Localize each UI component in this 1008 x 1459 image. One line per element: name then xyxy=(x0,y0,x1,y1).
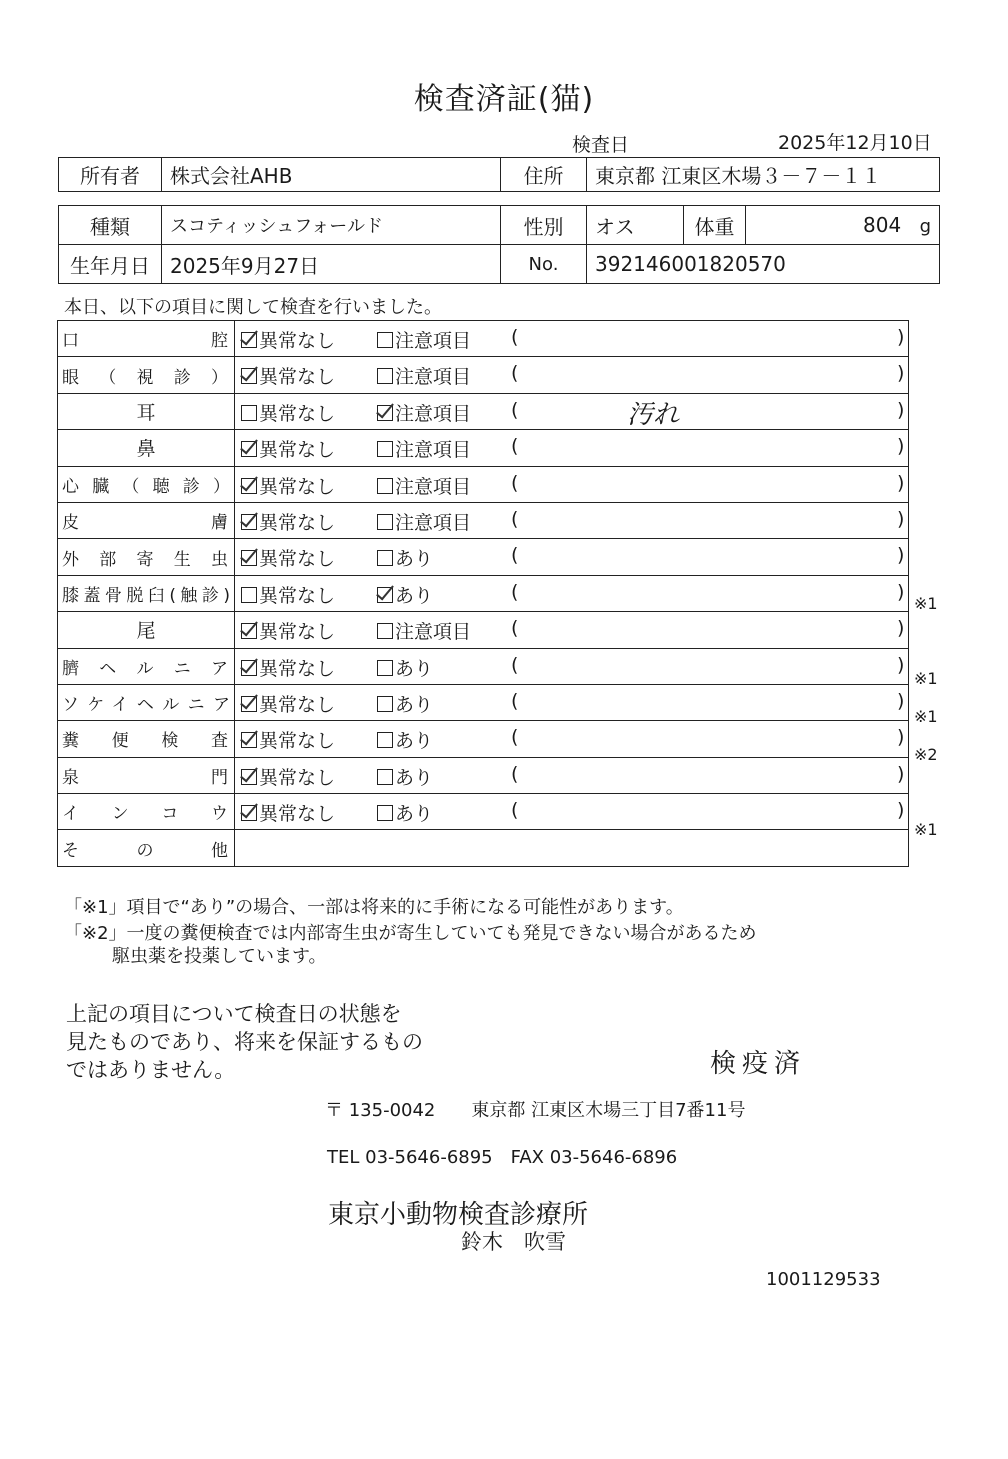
option-label: 注意項目 xyxy=(395,511,472,534)
check-item-label xyxy=(58,357,235,393)
option-label: あり xyxy=(395,584,434,607)
address-value: 東京都 江東区木場３－７－１１ xyxy=(587,158,940,192)
weight-cell xyxy=(746,206,940,245)
option-attention[interactable] xyxy=(377,326,471,353)
owner-label: 所有者 xyxy=(59,158,162,192)
check-item-name: 糞便検査 xyxy=(62,731,230,752)
check-result xyxy=(235,393,909,429)
checkbox-icon[interactable] xyxy=(241,623,257,639)
paren-open: ( xyxy=(511,507,519,530)
owner-table xyxy=(58,157,940,192)
weight-unit: g xyxy=(919,216,931,237)
option-label: 注意項目 xyxy=(395,475,472,498)
checkbox-icon[interactable] xyxy=(377,405,393,421)
option-label: あり xyxy=(395,548,434,571)
check-result xyxy=(235,466,909,502)
footnote-1: 「※1」項目で“あり”の場合、一部は将来的に手術になる可能性があります。 xyxy=(64,897,684,918)
paren-close: ) xyxy=(897,617,905,640)
clinic-phone: TEL 03-5646-6895 FAX 03-5646-6896 xyxy=(327,1147,678,1168)
check-item-label xyxy=(58,575,235,611)
check-item-label xyxy=(58,757,235,793)
checkbox-icon[interactable] xyxy=(241,660,257,676)
check-row xyxy=(58,794,909,830)
option-normal[interactable] xyxy=(241,763,335,790)
check-item-name: 臍ヘルニア xyxy=(62,658,230,679)
paren-close: ) xyxy=(897,799,905,822)
disclaimer-line: ではありません。 xyxy=(66,1058,236,1082)
option-label: 異常なし xyxy=(259,657,336,680)
option-label: 異常なし xyxy=(259,766,336,789)
paren-open: ( xyxy=(511,726,519,749)
check-row xyxy=(58,430,909,466)
option-label: 注意項目 xyxy=(395,330,472,352)
option-normal[interactable] xyxy=(241,508,335,535)
option-attention[interactable] xyxy=(377,435,471,462)
paren-open: ( xyxy=(511,435,519,458)
checkbox-icon[interactable] xyxy=(241,332,257,348)
footnote-mark: ※1 xyxy=(914,593,938,613)
option-label: あり xyxy=(395,730,434,753)
checkbox-icon[interactable] xyxy=(377,514,393,530)
check-row xyxy=(58,393,909,429)
option-attention[interactable] xyxy=(377,654,433,681)
birth-value: 2025年9月27日 xyxy=(162,245,501,284)
option-normal[interactable] xyxy=(241,726,335,753)
option-label: 異常なし xyxy=(259,366,336,389)
check-row xyxy=(58,612,909,648)
checkbox-icon[interactable] xyxy=(377,368,393,384)
option-label: 注意項目 xyxy=(395,439,472,462)
weight-label: 体重 xyxy=(684,206,746,245)
check-result xyxy=(235,648,909,684)
option-label: 異常なし xyxy=(259,584,336,607)
check-item-name: ソケイヘルニア xyxy=(62,695,230,716)
paren-close: ) xyxy=(897,580,905,603)
check-row xyxy=(58,575,909,611)
check-result xyxy=(235,575,909,611)
check-result xyxy=(235,357,909,393)
option-attention[interactable] xyxy=(377,581,433,608)
birth-label: 生年月日 xyxy=(59,245,162,284)
no-value: 392146001820570 xyxy=(587,245,940,284)
option-normal[interactable] xyxy=(241,581,335,608)
check-item-name: インコウ xyxy=(62,804,230,825)
option-attention[interactable] xyxy=(377,508,471,535)
checkbox-icon[interactable] xyxy=(377,696,393,712)
owner-value: 株式会社AHB xyxy=(162,158,501,192)
check-item-label xyxy=(58,830,235,866)
check-result xyxy=(235,684,909,720)
check-item-label xyxy=(58,612,235,648)
check-result xyxy=(235,502,909,538)
check-item-label xyxy=(58,393,235,429)
check-result xyxy=(235,321,909,357)
footnote-2: 「※2」一度の糞便検査では内部寄生虫が寄生していても発見できない場合があるため xyxy=(64,923,757,944)
checkbox-icon[interactable] xyxy=(241,805,257,821)
checkbox-icon[interactable] xyxy=(377,550,393,566)
disclaimer-line: 上記の項目について検査日の状態を xyxy=(66,1002,402,1026)
option-label: あり xyxy=(395,803,434,826)
check-result xyxy=(235,539,909,575)
footnote-mark: ※1 xyxy=(914,669,938,689)
check-item-label xyxy=(58,684,235,720)
check-item-name: 尾 xyxy=(136,620,156,643)
option-attention[interactable] xyxy=(377,399,471,426)
paren-close: ) xyxy=(897,726,905,749)
paren-close: ) xyxy=(897,507,905,530)
option-label: 異常なし xyxy=(259,730,336,753)
option-normal[interactable] xyxy=(241,435,335,462)
doctor-name: 鈴木 吹雪 xyxy=(461,1230,566,1254)
checkbox-icon[interactable] xyxy=(241,478,257,494)
paren-close: ) xyxy=(897,435,905,458)
option-attention[interactable] xyxy=(377,726,433,753)
paren-open: ( xyxy=(511,471,519,494)
paren-close: ) xyxy=(897,398,905,421)
checks-table xyxy=(57,320,909,867)
checkbox-icon[interactable] xyxy=(241,405,257,421)
option-normal[interactable] xyxy=(241,399,335,426)
option-attention[interactable] xyxy=(377,763,433,790)
check-row xyxy=(58,357,909,393)
option-normal[interactable] xyxy=(241,326,335,353)
pet-table xyxy=(58,205,940,284)
option-label: 異常なし xyxy=(259,621,336,644)
option-label: 異常なし xyxy=(259,330,336,352)
paren-open: ( xyxy=(511,544,519,567)
paren-open: ( xyxy=(511,762,519,785)
option-label: 異常なし xyxy=(259,402,336,425)
checkbox-icon[interactable] xyxy=(377,805,393,821)
paren-close: ) xyxy=(897,544,905,567)
checkbox-icon[interactable] xyxy=(241,514,257,530)
check-item-name: 心臓（聴診） xyxy=(62,476,230,497)
check-result xyxy=(235,612,909,648)
check-row xyxy=(58,721,909,757)
option-normal[interactable] xyxy=(241,617,335,644)
breed-value: スコティッシュフォールド xyxy=(162,206,501,245)
check-item-label xyxy=(58,539,235,575)
option-label: 注意項目 xyxy=(395,366,472,389)
paren-open: ( xyxy=(511,362,519,385)
checkbox-icon[interactable] xyxy=(377,732,393,748)
footnote-mark: ※1 xyxy=(914,820,938,840)
paren-open: ( xyxy=(511,398,519,421)
option-label: 異常なし xyxy=(259,803,336,826)
check-result xyxy=(235,794,909,830)
check-item-label xyxy=(58,466,235,502)
check-item-name: 口腔 xyxy=(62,331,230,352)
check-item-label xyxy=(58,430,235,466)
footnote-mark: ※1 xyxy=(914,707,938,726)
paren-close: ) xyxy=(897,326,905,348)
option-normal[interactable] xyxy=(241,654,335,681)
check-item-label xyxy=(58,321,235,357)
option-attention[interactable] xyxy=(377,472,471,499)
checkbox-icon[interactable] xyxy=(377,478,393,494)
footnote-2-cont: 駆虫薬を投薬しています。 xyxy=(112,946,327,967)
checkbox-icon[interactable] xyxy=(241,769,257,785)
checkbox-icon[interactable] xyxy=(241,441,257,457)
check-row xyxy=(58,757,909,793)
address-label: 住所 xyxy=(501,158,587,192)
option-normal[interactable] xyxy=(241,690,335,717)
check-item-name: 外部寄生虫 xyxy=(62,549,230,570)
paren-open: ( xyxy=(511,653,519,676)
paren-open: ( xyxy=(511,326,519,348)
option-attention[interactable] xyxy=(377,362,471,389)
paren-close: ) xyxy=(897,362,905,385)
checkbox-icon[interactable] xyxy=(377,441,393,457)
footnote-mark: ※2 xyxy=(914,744,938,764)
check-result xyxy=(235,757,909,793)
disclaimer-line: 見たものであり、将来を保証するもの xyxy=(66,1030,423,1054)
option-label: あり xyxy=(395,693,434,716)
paren-close: ) xyxy=(897,762,905,785)
checkbox-icon[interactable] xyxy=(377,623,393,639)
paren-close: ) xyxy=(897,653,905,676)
checkbox-icon[interactable] xyxy=(241,368,257,384)
option-label: 注意項目 xyxy=(395,402,472,425)
option-label: 異常なし xyxy=(259,475,336,498)
check-item-name: 泉門 xyxy=(62,767,230,788)
check-item-name: 耳 xyxy=(136,401,156,424)
checkbox-icon[interactable] xyxy=(241,732,257,748)
checkbox-icon[interactable] xyxy=(377,587,393,603)
checkbox-icon[interactable] xyxy=(241,587,257,603)
checkbox-icon[interactable] xyxy=(377,660,393,676)
intro-text: 本日、以下の項目に関して検査を行いました。 xyxy=(64,297,442,318)
check-item-label xyxy=(58,502,235,538)
inspection-date-label: 検査日 xyxy=(572,134,630,156)
breed-label: 種類 xyxy=(59,206,162,245)
check-row xyxy=(58,830,909,866)
option-normal[interactable] xyxy=(241,544,335,571)
handwritten-remark: 汚れ xyxy=(627,399,680,430)
paren-open: ( xyxy=(511,689,519,712)
option-label: 注意項目 xyxy=(395,621,472,644)
paren-close: ) xyxy=(897,689,905,712)
paren-close: ) xyxy=(897,471,905,494)
option-attention[interactable] xyxy=(377,617,471,644)
check-item-label xyxy=(58,721,235,757)
option-label: あり xyxy=(395,766,434,789)
inspection-date: 2025年12月10日 xyxy=(778,132,932,154)
disclaimer xyxy=(66,1000,423,1084)
option-label: 異常なし xyxy=(259,511,336,534)
sex-label: 性別 xyxy=(501,206,587,245)
check-row xyxy=(58,502,909,538)
option-normal[interactable] xyxy=(241,362,335,389)
clinic-name: 東京小動物検査診療所 xyxy=(328,1200,589,1230)
check-item-name: 皮膚 xyxy=(62,513,230,534)
page-title: 検査済証(猫) xyxy=(413,82,595,117)
checkbox-icon[interactable] xyxy=(377,769,393,785)
option-normal[interactable] xyxy=(241,799,335,826)
paren-open: ( xyxy=(511,799,519,822)
paren-open: ( xyxy=(511,617,519,640)
check-item-name: 鼻 xyxy=(136,438,156,461)
check-result xyxy=(235,721,909,757)
check-item-name: 眼（視診） xyxy=(62,367,230,388)
check-row xyxy=(58,321,909,357)
quarantine-stamp: 検疫済 xyxy=(710,1049,807,1079)
check-item-label xyxy=(58,648,235,684)
no-label: No. xyxy=(501,245,587,284)
option-label: 異常なし xyxy=(259,439,336,462)
check-row xyxy=(58,684,909,720)
check-row xyxy=(58,539,909,575)
option-label: 異常なし xyxy=(259,548,336,571)
check-result xyxy=(235,430,909,466)
check-result xyxy=(235,830,909,866)
check-row xyxy=(58,648,909,684)
check-item-name: 膝蓋骨脱臼(触診) xyxy=(62,585,230,606)
checkbox-icon[interactable] xyxy=(241,696,257,712)
option-label: あり xyxy=(395,657,434,680)
option-attention[interactable] xyxy=(377,544,433,571)
option-normal[interactable] xyxy=(241,472,335,499)
paren-open: ( xyxy=(511,580,519,603)
clinic-address: 〒 135-0042 東京都 江東区木場三丁目7番11号 xyxy=(325,1100,746,1121)
weight-value: 804 xyxy=(863,213,902,237)
check-item-label xyxy=(58,794,235,830)
option-attention[interactable] xyxy=(377,690,433,717)
option-label: 異常なし xyxy=(259,693,336,716)
document-code: 1001129533 xyxy=(766,1269,881,1290)
sex-value: オス xyxy=(587,206,684,245)
checkbox-icon[interactable] xyxy=(241,550,257,566)
option-attention[interactable] xyxy=(377,799,433,826)
check-row xyxy=(58,466,909,502)
checkbox-icon[interactable] xyxy=(377,332,393,348)
check-item-name: その他 xyxy=(62,840,230,861)
